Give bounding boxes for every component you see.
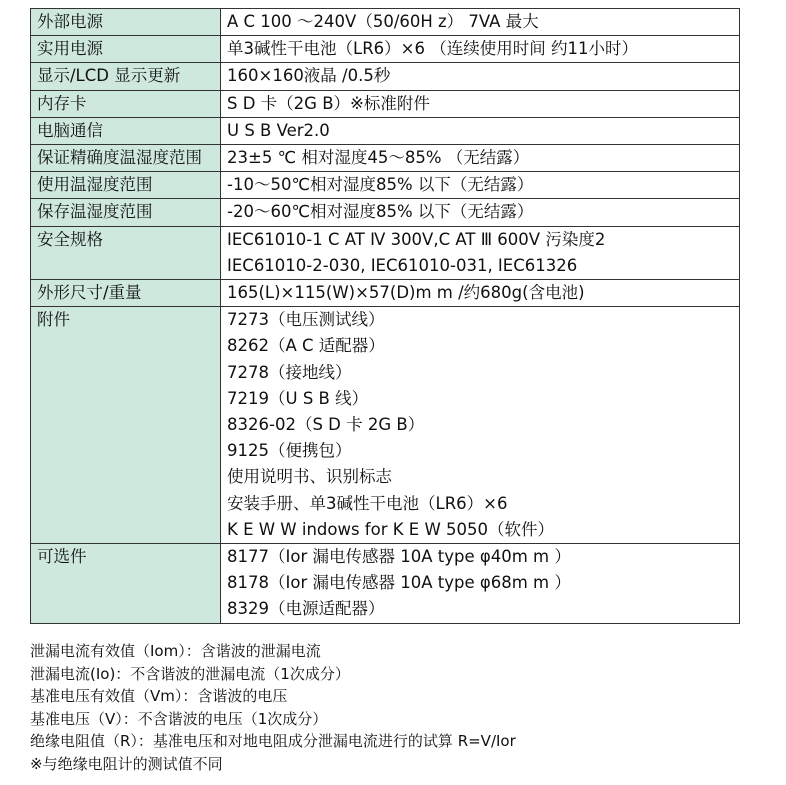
note-line: 泄漏电流(Io)：不含谐波的泄漏电流（1次成分） xyxy=(30,664,350,683)
spec-value-line: IEC61010-1 C AT Ⅳ 300V,C AT Ⅲ 600V 污染度2 xyxy=(227,229,606,249)
spec-label: 实用电源 xyxy=(31,36,221,63)
spec-label: 附件 xyxy=(31,307,221,544)
spec-value-line: 8326-02（S D 卡 2G B） xyxy=(227,415,425,435)
spec-row xyxy=(31,199,740,226)
spec-label: 内存卡 xyxy=(31,90,221,117)
spec-value xyxy=(221,63,740,90)
spec-value-line: -20～60℃相对湿度85% 以下（无结露） xyxy=(227,202,534,222)
notes-section xyxy=(30,640,770,776)
spec-value xyxy=(221,145,740,172)
spec-label: 保存温湿度范围 xyxy=(31,199,221,226)
spec-value-line: 23±5 ℃ 相对湿度45～85% （无结露） xyxy=(227,148,530,168)
spec-value-line: 8262（A C 适配器） xyxy=(227,336,385,356)
spec-value xyxy=(221,226,740,279)
spec-value-line: A C 100 ～240V（50/60H z） 7VA 最大 xyxy=(227,12,539,31)
spec-label: 电脑通信 xyxy=(31,117,221,144)
spec-value-line: 165(L)×115(W)×57(D)m m /约680g(含电池) xyxy=(227,283,585,303)
spec-value xyxy=(221,199,740,226)
spec-value xyxy=(221,9,740,36)
spec-value xyxy=(221,280,740,307)
spec-row xyxy=(31,172,740,199)
note-line: 基准电压（V）：不含谐波的电压（1次成分） xyxy=(30,709,328,728)
spec-row xyxy=(31,226,740,279)
spec-value xyxy=(221,36,740,63)
spec-value-line: U S B Ver2.0 xyxy=(227,120,330,140)
spec-label: 外形尺寸/重量 xyxy=(31,280,221,307)
spec-value-line: 9125（便携包） xyxy=(227,441,352,461)
spec-value xyxy=(221,307,740,544)
spec-value-line: 8178（Ior 漏电传感器 10A type φ68m m ） xyxy=(227,573,571,593)
note-line: 泄漏电流有效值（Iom）：含谐波的泄漏电流 xyxy=(30,642,321,660)
spec-row xyxy=(31,280,740,307)
spec-label: 使用温湿度范围 xyxy=(31,172,221,199)
spec-value-line: K E W W indows for K E W 5050（软件） xyxy=(227,519,555,539)
spec-value-line: 7273（电压测试线） xyxy=(227,310,385,330)
spec-value xyxy=(221,117,740,144)
spec-value-line: -10～50℃相对湿度85% 以下（无结露） xyxy=(227,175,534,195)
spec-row xyxy=(31,9,740,36)
spec-value-line: 8177（Ior 漏电传感器 10A type φ40m m ） xyxy=(227,547,571,567)
spec-table xyxy=(30,8,740,624)
spec-value xyxy=(221,544,740,624)
spec-label: 外部电源 xyxy=(31,9,221,36)
note-line: 绝缘电阻值（R）：基准电压和对地电阻成分泄漏电流进行的试算 R=V/Ior xyxy=(30,732,516,751)
spec-row xyxy=(31,36,740,63)
spec-table-body xyxy=(31,9,740,624)
spec-value-line: 7278（接地线） xyxy=(227,362,352,382)
spec-value-line: 7219（U S B 线） xyxy=(227,388,369,408)
spec-value-line: 单3碱性干电池（LR6）×6 （连续使用时间 约11小时） xyxy=(227,39,638,59)
spec-row xyxy=(31,145,740,172)
spec-value xyxy=(221,172,740,199)
spec-label: 显示/LCD 显示更新 xyxy=(31,63,221,90)
spec-row xyxy=(31,90,740,117)
spec-label: 保证精确度温湿度范围 xyxy=(31,145,221,172)
spec-value-line: 使用说明书、识别标志 xyxy=(227,467,392,487)
spec-value-line: 160×160液晶 /0.5秒 xyxy=(227,66,391,86)
spec-value-line: IEC61010-2-030, IEC61010-031, IEC61326 xyxy=(227,255,578,275)
spec-row xyxy=(31,117,740,144)
spec-label: 可选件 xyxy=(31,544,221,624)
spec-value xyxy=(221,90,740,117)
note-line: 基准电压有效值（Vm）：含谐波的电压 xyxy=(30,687,288,706)
spec-value-line: 8329（电源适配器） xyxy=(227,599,385,619)
note-line: ※与绝缘电阻计的测试值不同 xyxy=(30,754,223,773)
spec-row xyxy=(31,544,740,624)
spec-row xyxy=(31,63,740,90)
spec-row xyxy=(31,307,740,544)
spec-label: 安全规格 xyxy=(31,226,221,279)
spec-value-line: S D 卡（2G B）※标准附件 xyxy=(227,93,430,113)
spec-value-line: 安装手册、单3碱性干电池（LR6）×6 xyxy=(227,493,508,513)
